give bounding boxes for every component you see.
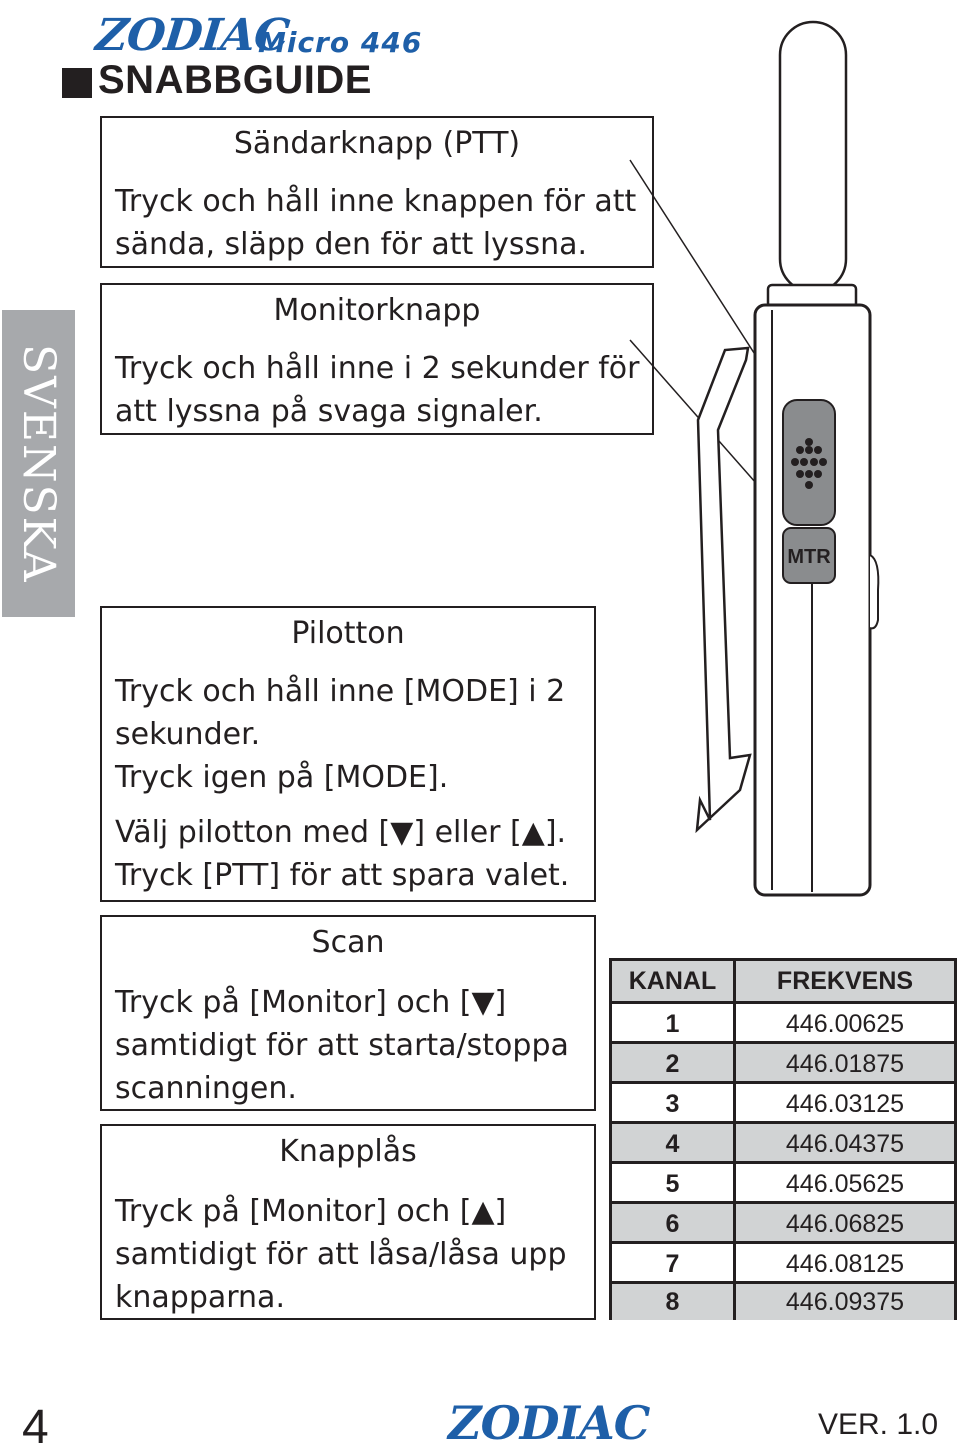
table-row (612, 1241, 954, 1284)
pilot-line-1: Tryck och håll inne [MODE] i 2 (115, 674, 566, 709)
channel-cell: 8 (612, 1284, 736, 1320)
down-arrow-icon: ▼ (471, 985, 495, 1020)
lock-line-1-post: ] (494, 1194, 507, 1229)
pilot-line-3: Tryck igen på [MODE]. (115, 760, 449, 795)
page-title: SNABBGUIDE (98, 58, 372, 102)
monitor-description (115, 347, 644, 433)
table-row (612, 1121, 954, 1164)
ptt-info-box (100, 116, 654, 268)
table-row (612, 1041, 954, 1084)
mtr-label: MTR (787, 546, 831, 568)
scan-line-1-pre: Tryck på [Monitor] och [ (115, 985, 472, 1020)
table-header-row (612, 961, 954, 1001)
monitor-line-1: Tryck och håll inne i 2 sekunder för (115, 351, 640, 386)
scan-line-2: samtidigt för att starta/stoppa (115, 1028, 569, 1063)
title-square-icon (62, 68, 92, 98)
model-name: Micro 446 (258, 26, 423, 59)
lock-description (115, 1190, 586, 1319)
ptt-heading: Sändarknapp (PTT) (233, 126, 521, 161)
frequency-cell: 446.00625 (785, 1009, 905, 1038)
channel-cell: 4 (612, 1124, 736, 1164)
down-arrow-icon: ▼ (390, 815, 414, 850)
scan-line-3: scanningen. (115, 1071, 297, 1106)
language-tab (2, 310, 75, 617)
scan-info-box (100, 915, 596, 1111)
footer-brand-logo: ZODIAC (448, 1396, 650, 1450)
scan-description (115, 981, 586, 1110)
pilot-heading: Pilotton (291, 616, 405, 651)
language-label: SVENSKA (13, 343, 64, 584)
frequency-cell: 446.06825 (785, 1209, 905, 1238)
table-row (612, 1081, 954, 1124)
pilot-line-4-mid: ] eller [ (413, 815, 522, 850)
header-frekvens: FREKVENS (776, 966, 914, 995)
side-bump (870, 555, 878, 628)
pilot-line-5: Tryck [PTT] för att spara valet. (115, 858, 570, 893)
pilot-description (115, 670, 586, 897)
frequency-table (609, 958, 957, 1320)
ptt-description (115, 180, 644, 266)
frequency-cell: 446.03125 (785, 1089, 905, 1118)
channel-cell: 1 (612, 1004, 736, 1044)
pilot-line-4 (115, 811, 586, 854)
ptt-button (783, 400, 835, 525)
lock-line-1 (115, 1190, 586, 1233)
table-row (612, 1281, 954, 1320)
up-arrow-icon: ▲ (471, 1194, 495, 1229)
lock-line-1-pre: Tryck på [Monitor] och [ (115, 1194, 472, 1229)
pilot-line-2: sekunder. (115, 717, 261, 752)
frequency-cell: 446.04375 (785, 1129, 905, 1158)
monitor-heading: Monitorknapp (273, 293, 481, 328)
lock-heading: Knapplås (279, 1134, 417, 1169)
antenna (780, 22, 846, 292)
belt-clip (697, 348, 750, 830)
channel-cell: 2 (612, 1044, 736, 1084)
table-row (612, 1161, 954, 1204)
table-row (612, 1201, 954, 1244)
scan-line-1 (115, 981, 586, 1024)
lock-line-2: samtidigt för att låsa/låsa upp (115, 1237, 567, 1272)
channel-cell: 3 (612, 1084, 736, 1124)
ptt-line-2: sända, släpp den för att lyssna. (115, 227, 588, 262)
frequency-cell: 446.09375 (785, 1287, 905, 1316)
channel-cell: 7 (612, 1244, 736, 1284)
frequency-cell: 446.08125 (785, 1249, 905, 1278)
table-row (612, 1001, 954, 1044)
ptt-line-1: Tryck och håll inne knappen för att (115, 184, 637, 219)
brand-logo: ZODIAC (93, 10, 292, 61)
page-number: 4 (22, 1401, 49, 1454)
channel-cell: 5 (612, 1164, 736, 1204)
scan-heading: Scan (311, 925, 385, 960)
monitor-line-2: att lyssna på svaga signaler. (115, 394, 543, 429)
frequency-cell: 446.05625 (785, 1169, 905, 1198)
pilot-line-4-pre: Välj pilotton med [ (115, 815, 391, 850)
key-lock-info-box (100, 1124, 596, 1320)
frequency-cell: 446.01875 (785, 1049, 905, 1078)
monitor-info-box (100, 283, 654, 435)
radio-illustration (600, 0, 890, 910)
lock-line-3: knapparna. (115, 1280, 285, 1315)
channel-cell: 6 (612, 1204, 736, 1244)
scan-line-1-post: ] (494, 985, 507, 1020)
up-arrow-icon: ▲ (521, 815, 545, 850)
pilot-line-4-post: ]. (544, 815, 567, 850)
header-kanal: KANAL (612, 961, 736, 1001)
pilot-tone-info-box (100, 606, 596, 902)
version-label: VER. 1.0 (818, 1408, 939, 1441)
